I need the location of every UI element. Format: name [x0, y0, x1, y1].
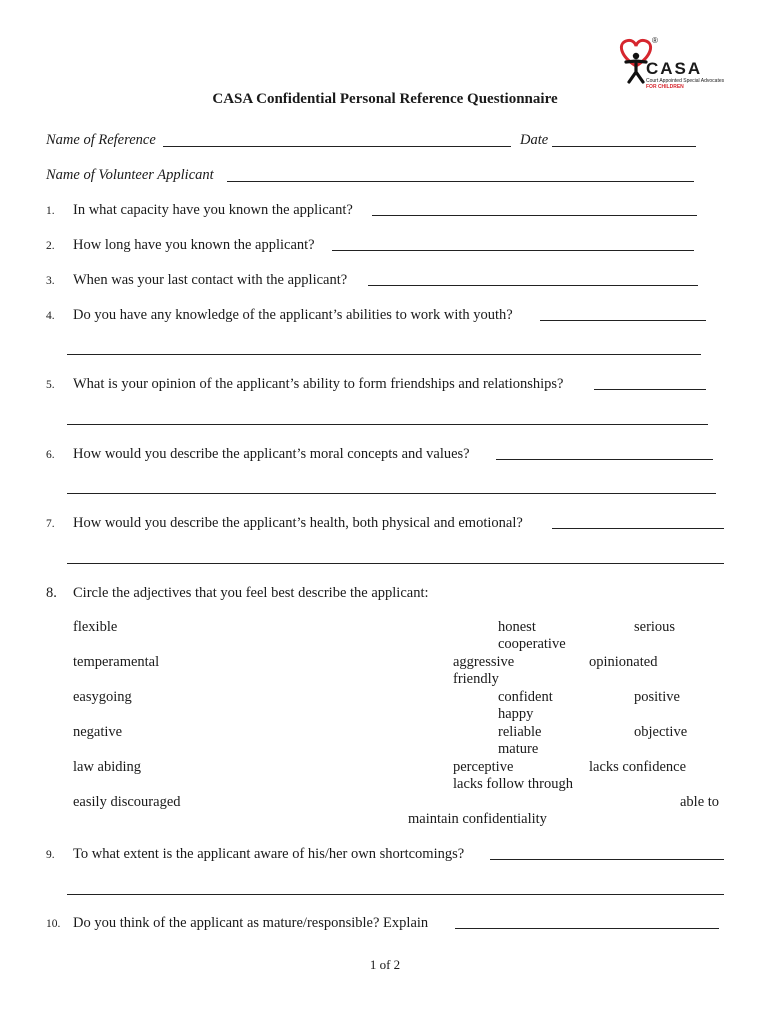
adjective-option[interactable]: objective	[634, 724, 688, 740]
answer-line[interactable]	[67, 354, 701, 355]
answer-line[interactable]	[490, 859, 724, 860]
adjective-option[interactable]: negative	[73, 724, 123, 740]
question-text: When was your last contact with the applicant?	[73, 272, 348, 288]
adjective-option[interactable]: mature	[498, 741, 539, 757]
page-title: CASA Confidential Personal Reference Questionnaire	[212, 91, 558, 107]
adjective-option[interactable]: flexible	[73, 619, 118, 635]
adjective-option[interactable]: opinionated	[589, 654, 658, 670]
page-number: 1 of 2	[369, 957, 401, 972]
adjective-option[interactable]: able to	[680, 794, 720, 810]
answer-line[interactable]	[368, 285, 698, 286]
question-number: 10.	[46, 918, 61, 930]
question-number: 2.	[46, 240, 55, 252]
logo-registered-mark: ®	[652, 36, 658, 45]
date-input[interactable]	[552, 146, 696, 147]
adjective-option[interactable]: happy	[498, 706, 534, 722]
adjective-option[interactable]: easygoing	[73, 689, 132, 705]
adjective-option[interactable]: cooperative	[498, 636, 566, 652]
question-text: How would you describe the applicant’s health, both physical and emotional?	[73, 515, 523, 531]
adjective-option[interactable]: reliable	[498, 724, 542, 740]
question-text: In what capacity have you known the applicant?	[73, 202, 353, 218]
question-text: Do you have any knowledge of the applicant’s abilities to work with youth?	[73, 307, 513, 323]
adjective-option[interactable]: lacks follow through	[453, 776, 574, 792]
answer-line[interactable]	[552, 528, 724, 529]
question-number: 7.	[46, 518, 55, 530]
question-number: 6.	[46, 449, 55, 461]
answer-line[interactable]	[540, 320, 706, 321]
answer-line[interactable]	[67, 563, 724, 564]
question-number: 5.	[46, 379, 55, 391]
question-number: 4.	[46, 310, 55, 322]
logo-subtagline: FOR CHILDREN	[646, 84, 684, 90]
adjective-option[interactable]: friendly	[453, 671, 499, 687]
name-of-volunteer-label: Name of Volunteer Applicant	[46, 167, 214, 183]
name-of-reference-label: Name of Reference	[46, 132, 156, 148]
adjective-option[interactable]: lacks confidence	[589, 759, 687, 775]
answer-line[interactable]	[67, 424, 708, 425]
question-text: How long have you known the applicant?	[73, 237, 315, 253]
adjective-option[interactable]: aggressive	[453, 654, 515, 670]
question-text: What is your opinion of the applicant’s ability to form friendships and relationships?	[73, 376, 564, 392]
adjective-option[interactable]: temperamental	[73, 654, 160, 670]
name-of-volunteer-input[interactable]	[227, 181, 694, 182]
logo-wordmark: CASA	[646, 59, 703, 78]
adjective-option[interactable]: confident	[498, 689, 553, 705]
adjective-option[interactable]: law abiding	[73, 759, 142, 775]
answer-line[interactable]	[496, 459, 713, 460]
adjective-option[interactable]: positive	[634, 689, 680, 705]
date-label: Date	[520, 132, 549, 148]
adjective-option[interactable]: serious	[634, 619, 676, 635]
answer-line[interactable]	[67, 894, 724, 895]
answer-line[interactable]	[372, 215, 697, 216]
casa-logo	[616, 36, 728, 92]
question-text: Circle the adjectives that you feel best describe the applicant:	[73, 585, 429, 601]
question-text: How would you describe the applicant’s moral concepts and values?	[73, 446, 470, 462]
question-text: To what extent is the applicant aware of his/her own shortcomings?	[73, 846, 465, 862]
adjective-option[interactable]: maintain confidentiality	[408, 811, 547, 827]
answer-line[interactable]	[594, 389, 706, 390]
adjective-option[interactable]: honest	[498, 619, 536, 635]
question-number: 3.	[46, 275, 55, 287]
name-of-reference-input[interactable]	[163, 146, 511, 147]
question-number: 9.	[46, 849, 55, 861]
answer-line[interactable]	[67, 493, 716, 494]
adjective-option[interactable]: perceptive	[453, 759, 514, 775]
answer-line[interactable]	[332, 250, 694, 251]
question-text: Do you think of the applicant as mature/responsible? Explain	[73, 915, 429, 931]
question-number: 1.	[46, 205, 55, 217]
question-number: 8.	[46, 585, 57, 601]
answer-line[interactable]	[455, 928, 719, 929]
logo-tagline: Court Appointed Special Advocates	[646, 78, 725, 84]
adjective-option[interactable]: easily discouraged	[73, 794, 181, 810]
